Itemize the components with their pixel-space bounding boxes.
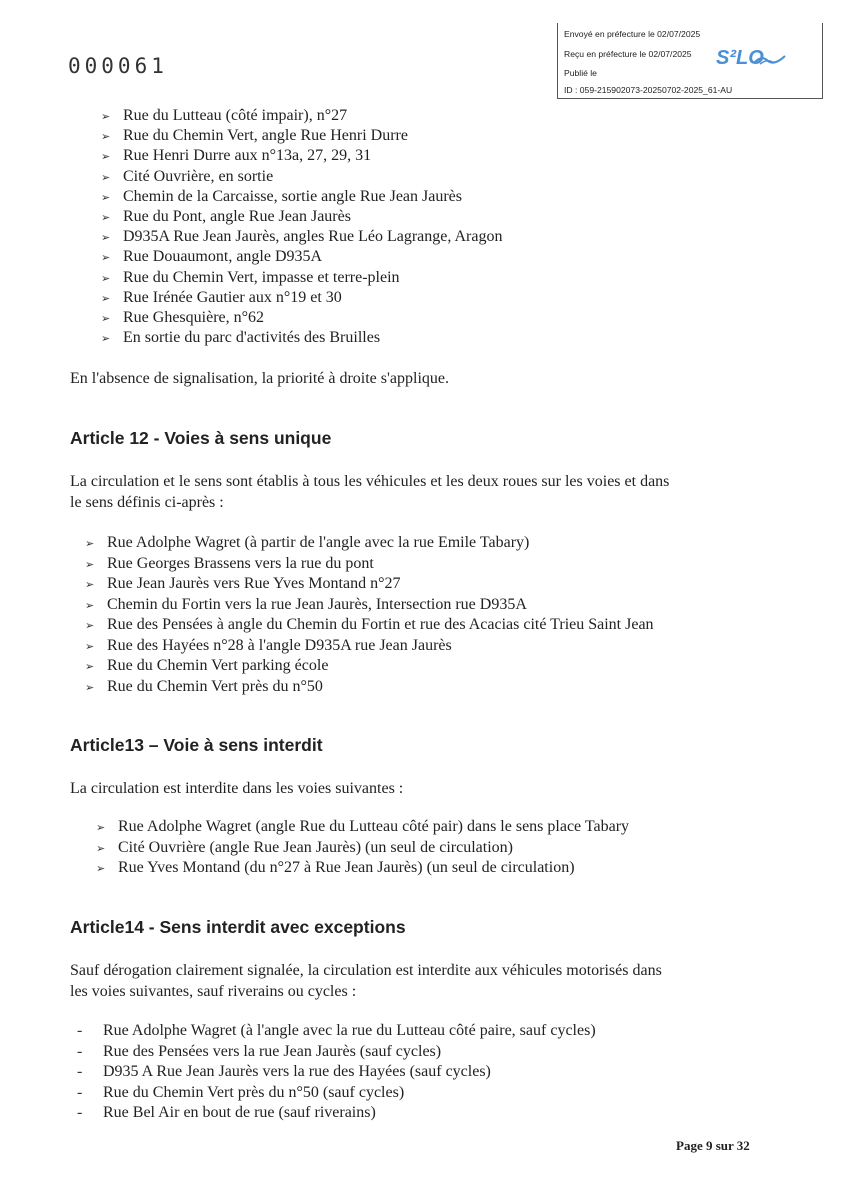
arrow-bullet-icon: ➢ [101, 111, 111, 123]
list-item: ➢ Rue du Lutteau (côté impair), n°27 [123, 106, 502, 126]
s2lo-logo [716, 47, 764, 70]
list-item: ➢ En sortie du parc d'activités des Bruilles [123, 328, 502, 348]
arrow-bullet-icon: ➢ [85, 538, 95, 550]
list-item: ➢ Rue Irénée Gautier aux n°19 et 30 [123, 288, 502, 308]
list-item: ➢ Chemin de la Carcaisse, sortie angle Rue Jean Jaurès [123, 187, 502, 207]
arrow-bullet-icon: ➢ [85, 558, 95, 571]
article-12-intro-line1: La circulation et le sens sont établis à tous les véhicules et les deux roues sur les voies et dans [70, 473, 670, 490]
list-item: ➢ Rue du Pont, angle Rue Jean Jaurès [123, 207, 502, 227]
list-item: ➢ Cité Ouvrière (angle Rue Jean Jaurès) (un seul de circulation) [118, 838, 629, 859]
list-item: ➢ Rue Douaumont, angle D935A [123, 247, 502, 267]
list-item: ➢ Rue Adolphe Wagret (angle Rue du Lutteau côté pair) dans le sens place Tabary [118, 817, 629, 838]
list-item: ➢ Rue du Chemin Vert, angle Rue Henri Durre [123, 126, 502, 146]
stamp-published: Publié le [564, 68, 597, 78]
article-14-intro-line1: Sauf dérogation clairement signalée, la circulation est interdite aux véhicules motorisés dans [70, 962, 662, 979]
priority-note: En l'absence de signalisation, la priorité à droite s'applique. [70, 370, 449, 387]
arrow-bullet-icon: ➢ [101, 131, 111, 144]
list-item: ➢ Rue Ghesquière, n°62 [123, 308, 502, 328]
list-item: - Rue du Chemin Vert près du n°50 (sauf cycles) [103, 1083, 596, 1104]
logo-swoosh-icon [754, 53, 786, 67]
list-item: ➢ Rue des Pensées à angle du Chemin du Fortin et rue des Acacias cité Trieu Saint Jean [107, 615, 654, 636]
list-item: ➢ Rue du Chemin Vert près du n°50 [107, 677, 654, 698]
arrow-bullet-icon: ➢ [101, 292, 111, 305]
arrow-bullet-icon: ➢ [101, 333, 111, 346]
arrow-bullet-icon: ➢ [85, 599, 95, 612]
list-item: ➢ Rue Adolphe Wagret (à partir de l'angle avec la rue Emile Tabary) [107, 533, 654, 554]
prefecture-stamp [557, 23, 823, 99]
list-item: - Rue Bel Air en bout de rue (sauf riverains) [103, 1103, 596, 1124]
list-item: - Rue des Pensées vers la rue Jean Jaurès (sauf cycles) [103, 1042, 596, 1063]
list-item: - D935 A Rue Jean Jaurès vers la rue des Hayées (sauf cycles) [103, 1062, 596, 1083]
no-entry-streets-list [96, 817, 630, 879]
arrow-bullet-icon: ➢ [101, 211, 111, 224]
article-14-title: Article14 - Sens interdit avec exceptions [70, 917, 406, 937]
list-item: - Rue Adolphe Wagret (à l'angle avec la rue du Lutteau côté paire, sauf cycles) [103, 1021, 596, 1042]
arrow-bullet-icon: ➢ [96, 863, 106, 875]
document-number: 000061 [68, 54, 168, 78]
arrow-bullet-icon: ➢ [85, 620, 95, 632]
dash-bullet: - [77, 1083, 83, 1101]
arrow-bullet-icon: ➢ [85, 681, 95, 694]
arrow-bullet-icon: ➢ [101, 151, 111, 164]
s2lo-logo-text: S²LO [716, 47, 764, 69]
arrow-bullet-icon: ➢ [96, 842, 106, 855]
arrow-bullet-icon: ➢ [85, 579, 95, 591]
list-item: ➢ Rue Georges Brassens vers la rue du pont [107, 554, 654, 575]
arrow-bullet-icon: ➢ [101, 312, 111, 325]
dash-bullet: - [77, 1104, 83, 1121]
list-item: ➢ Rue Henri Durre aux n°13a, 27, 29, 31 [123, 146, 502, 166]
list-item: ➢ Rue des Hayées n°28 à l'angle D935A rue Jean Jaurès [107, 636, 654, 657]
list-item: ➢ Chemin du Fortin vers la rue Jean Jaurès, Intersection rue D935A [107, 595, 654, 616]
list-item: ➢ Rue du Chemin Vert parking école [107, 656, 654, 677]
list-item: ➢ D935A Rue Jean Jaurès, angles Rue Léo Lagrange, Aragon [123, 227, 502, 247]
page-number: Page 9 sur 32 [676, 1138, 750, 1153]
list-item: ➢ Rue Jean Jaurès vers Rue Yves Montand n°27 [107, 574, 654, 595]
article-13-title: Article13 – Voie à sens interdit [70, 735, 323, 755]
arrow-bullet-icon: ➢ [101, 191, 111, 204]
priority-streets-list [101, 106, 503, 348]
arrow-bullet-icon: ➢ [85, 661, 95, 673]
stamp-received-date: Reçu en préfecture le 02/07/2025 [564, 49, 692, 59]
list-item: ➢ Rue du Chemin Vert, impasse et terre-plein [123, 268, 502, 288]
exception-streets-list [77, 1021, 596, 1124]
list-item: ➢ Cité Ouvrière, en sortie [123, 167, 502, 187]
article-13-intro: La circulation est interdite dans les voies suivantes : [70, 780, 404, 797]
article-14-intro-line2: les voies suivantes, sauf riverains ou cycles : [70, 983, 357, 1000]
stamp-id: ID : 059-215902073-20250702-2025_61-AU [564, 85, 733, 95]
article-12-title: Article 12 - Voies à sens unique [70, 428, 332, 448]
dash-bullet: - [77, 1042, 83, 1060]
dash-bullet: - [77, 1022, 83, 1039]
dash-bullet: - [77, 1063, 83, 1080]
arrow-bullet-icon: ➢ [101, 232, 111, 245]
article-12-intro-line2: le sens définis ci-après : [70, 494, 224, 511]
arrow-bullet-icon: ➢ [96, 822, 106, 834]
arrow-bullet-icon: ➢ [85, 640, 95, 653]
list-item: ➢ Rue Yves Montand (du n°27 à Rue Jean Jaurès) (un seul de circulation) [118, 858, 629, 879]
arrow-bullet-icon: ➢ [101, 171, 111, 184]
one-way-streets-list [85, 533, 654, 697]
arrow-bullet-icon: ➢ [101, 272, 111, 285]
stamp-sent-date: Envoyé en préfecture le 02/07/2025 [564, 29, 701, 39]
arrow-bullet-icon: ➢ [101, 252, 111, 265]
